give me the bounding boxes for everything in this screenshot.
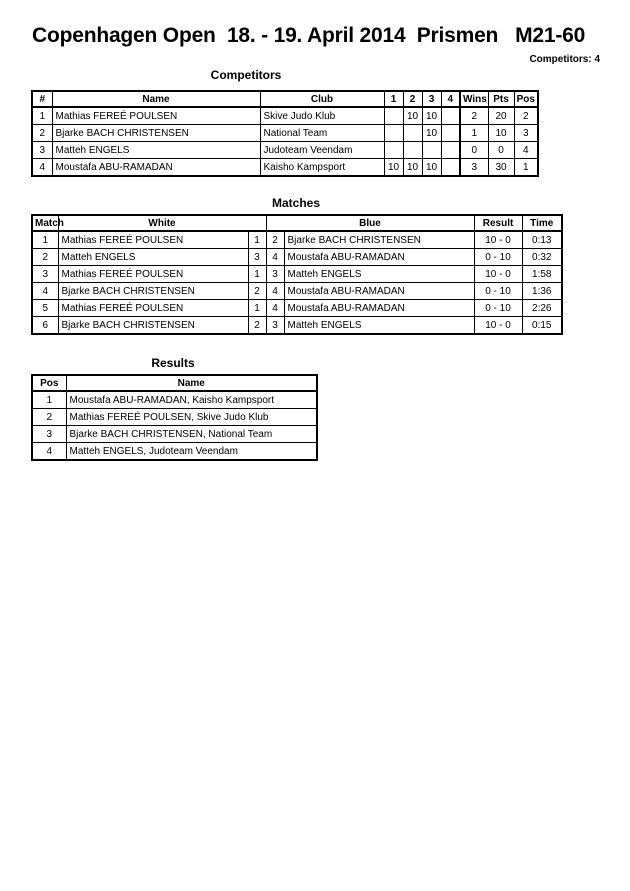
match-time: 0:15 (522, 317, 562, 335)
competitor-club: National Team (260, 125, 384, 142)
blue-name: Moustafa ABU-RAMADAN (284, 283, 474, 300)
competitor-club: Judoteam Veendam (260, 142, 384, 159)
match-num: 3 (32, 266, 58, 283)
competitor-name: Moustafa ABU-RAMADAN (52, 159, 260, 177)
score-4 (441, 142, 460, 159)
match-time: 0:32 (522, 249, 562, 266)
table-row (32, 142, 538, 159)
competitor-num: 1 (32, 107, 52, 125)
match-num: 2 (32, 249, 58, 266)
position: 3 (514, 125, 538, 142)
match-result: 10 - 0 (474, 317, 522, 335)
match-result: 0 - 10 (474, 300, 522, 317)
page-title: Copenhagen Open 18. - 19. April 2014 Prismen M21-60 (32, 24, 586, 47)
table-row (32, 443, 317, 461)
col-header-time: Time (522, 215, 562, 231)
competitor-name: Mathias FEREÉ POULSEN (52, 107, 260, 125)
result-pos: 3 (32, 426, 66, 443)
competitors-section-title: Competitors (210, 68, 282, 82)
position: 4 (514, 142, 538, 159)
result-name: Moustafa ABU-RAMADAN, Kaisho Kampsport (66, 391, 317, 409)
white-name: Mathias FEREÉ POULSEN (58, 231, 248, 249)
result-name: Matteh ENGELS, Judoteam Veendam (66, 443, 317, 461)
competitors-header-row (32, 91, 538, 107)
match-num: 1 (32, 231, 58, 249)
table-row (32, 409, 317, 426)
score-1: 10 (384, 159, 403, 177)
wins: 2 (460, 107, 488, 125)
competitor-name: Matteh ENGELS (52, 142, 260, 159)
blue-name: Matteh ENGELS (284, 266, 474, 283)
col-header-s2: 2 (403, 91, 422, 107)
col-header-pos: Pos (32, 375, 66, 391)
position: 2 (514, 107, 538, 125)
competitor-num: 4 (32, 159, 52, 177)
blue-num: 3 (266, 317, 284, 335)
result-pos: 1 (32, 391, 66, 409)
score-4 (441, 107, 460, 125)
col-header-wins: Wins (460, 91, 488, 107)
match-time: 1:58 (522, 266, 562, 283)
points: 0 (488, 142, 514, 159)
matches-section-title: Matches (271, 196, 321, 210)
blue-num: 3 (266, 266, 284, 283)
result-pos: 4 (32, 443, 66, 461)
score-1 (384, 107, 403, 125)
score-2 (403, 142, 422, 159)
col-header-club: Club (260, 91, 384, 107)
table-row (32, 317, 562, 335)
blue-name: Moustafa ABU-RAMADAN (284, 300, 474, 317)
points: 10 (488, 125, 514, 142)
match-result: 10 - 0 (474, 231, 522, 249)
col-header-s1: 1 (384, 91, 403, 107)
match-time: 0:13 (522, 231, 562, 249)
points: 30 (488, 159, 514, 177)
wins: 1 (460, 125, 488, 142)
score-2: 10 (403, 159, 422, 177)
competitors-count: Competitors: 4 (529, 54, 600, 65)
match-num: 4 (32, 283, 58, 300)
points: 20 (488, 107, 514, 125)
match-num: 6 (32, 317, 58, 335)
white-name: Mathias FEREÉ POULSEN (58, 300, 248, 317)
match-time: 1:36 (522, 283, 562, 300)
score-3: 10 (422, 125, 441, 142)
blue-num: 4 (266, 300, 284, 317)
match-time: 2:26 (522, 300, 562, 317)
table-row (32, 125, 538, 142)
white-num: 1 (248, 231, 266, 249)
white-num: 1 (248, 266, 266, 283)
blue-num: 4 (266, 283, 284, 300)
table-row (32, 231, 562, 249)
white-name: Mathias FEREÉ POULSEN (58, 266, 248, 283)
competitor-club: Kaisho Kampsport (260, 159, 384, 177)
score-4 (441, 125, 460, 142)
white-num: 3 (248, 249, 266, 266)
table-row (32, 159, 538, 177)
white-name: Matteh ENGELS (58, 249, 248, 266)
competitor-club: Skive Judo Klub (260, 107, 384, 125)
col-header-s4: 4 (441, 91, 460, 107)
results-section-title: Results (151, 356, 195, 370)
table-row (32, 107, 538, 125)
col-header-name: Name (66, 375, 317, 391)
table-row (32, 283, 562, 300)
table-row (32, 249, 562, 266)
blue-name: Moustafa ABU-RAMADAN (284, 249, 474, 266)
match-result: 0 - 10 (474, 249, 522, 266)
results-table (31, 374, 318, 461)
table-row (32, 300, 562, 317)
score-2: 10 (403, 107, 422, 125)
match-num: 5 (32, 300, 58, 317)
table-row (32, 426, 317, 443)
col-header-pts: Pts (488, 91, 514, 107)
score-4 (441, 159, 460, 177)
competitor-num: 2 (32, 125, 52, 142)
competitor-name: Bjarke BACH CHRISTENSEN (52, 125, 260, 142)
wins: 0 (460, 142, 488, 159)
blue-num: 4 (266, 249, 284, 266)
white-num: 2 (248, 317, 266, 335)
matches-header-row (32, 215, 562, 231)
col-header-pos: Pos (514, 91, 538, 107)
blue-num: 2 (266, 231, 284, 249)
position: 1 (514, 159, 538, 177)
blue-name: Matteh ENGELS (284, 317, 474, 335)
wins: 3 (460, 159, 488, 177)
result-name: Bjarke BACH CHRISTENSEN, National Team (66, 426, 317, 443)
matches-table (31, 214, 563, 335)
white-num: 1 (248, 300, 266, 317)
results-header-row (32, 375, 317, 391)
white-name: Bjarke BACH CHRISTENSEN (58, 317, 248, 335)
col-header-match: Match (32, 215, 58, 231)
score-2 (403, 125, 422, 142)
result-pos: 2 (32, 409, 66, 426)
col-header-white: White (58, 215, 266, 231)
blue-name: Bjarke BACH CHRISTENSEN (284, 231, 474, 249)
score-1 (384, 142, 403, 159)
score-3 (422, 142, 441, 159)
white-num: 2 (248, 283, 266, 300)
col-header-blue: Blue (266, 215, 474, 231)
table-row (32, 266, 562, 283)
match-result: 10 - 0 (474, 266, 522, 283)
competitor-num: 3 (32, 142, 52, 159)
col-header-s3: 3 (422, 91, 441, 107)
table-row (32, 391, 317, 409)
col-header-name: Name (52, 91, 260, 107)
col-header-result: Result (474, 215, 522, 231)
score-3: 10 (422, 159, 441, 177)
result-name: Mathias FEREÉ POULSEN, Skive Judo Klub (66, 409, 317, 426)
score-3: 10 (422, 107, 441, 125)
col-header-num: # (32, 91, 52, 107)
match-result: 0 - 10 (474, 283, 522, 300)
competitors-table (31, 90, 539, 177)
white-name: Bjarke BACH CHRISTENSEN (58, 283, 248, 300)
score-1 (384, 125, 403, 142)
